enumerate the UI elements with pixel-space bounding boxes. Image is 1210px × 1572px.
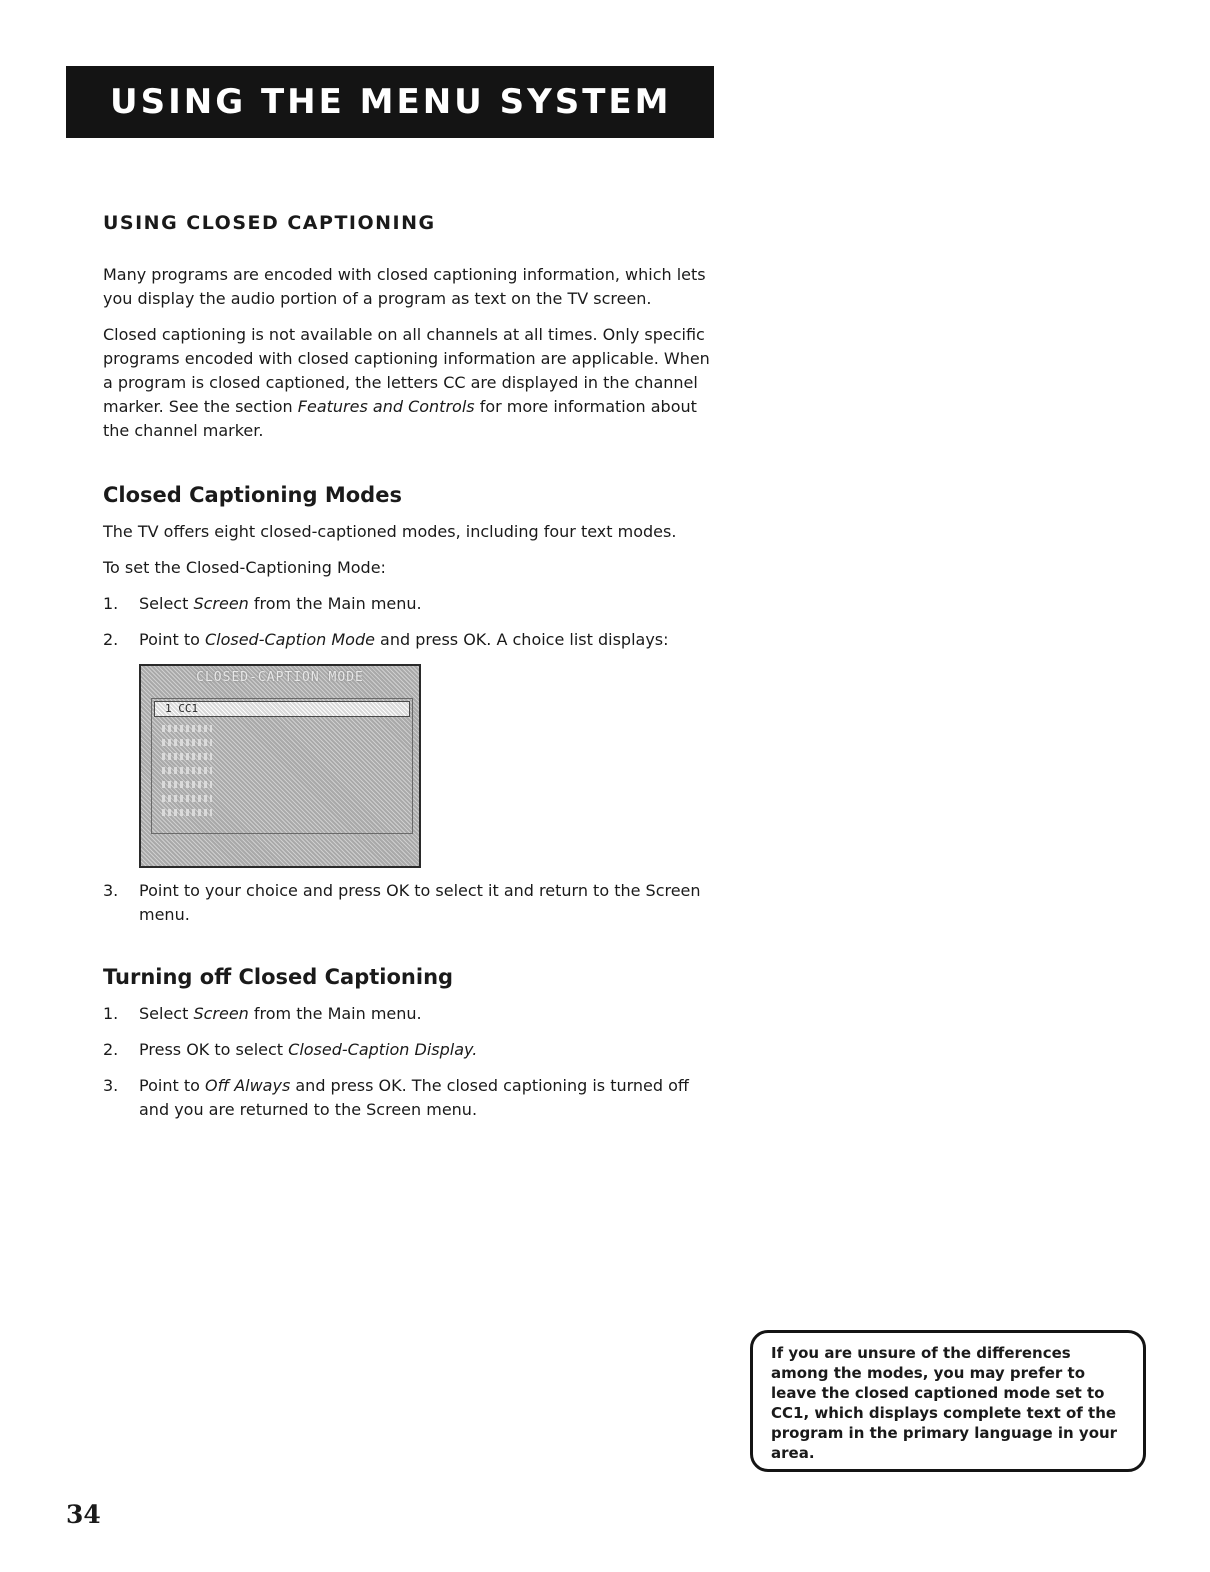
step-text-a: Point to: [139, 1076, 205, 1095]
step-menu-name: Closed-Caption Display.: [288, 1040, 478, 1059]
step-text: Point to your choice and press OK to select it and return to the Screen menu.: [139, 881, 701, 924]
screenshot-faded-item: [162, 739, 212, 746]
screenshot-faded-item: [162, 767, 212, 774]
step-text-b: from the Main menu.: [248, 594, 422, 613]
step-text-a: Select: [139, 1004, 194, 1023]
step-menu-name: Screen: [193, 594, 249, 613]
step-text: [139, 628, 715, 652]
off-step-3: [103, 1074, 715, 1122]
screenshot-faded-item: [162, 795, 212, 802]
step-menu-name: Off Always: [204, 1076, 291, 1095]
step-number: 3.: [103, 881, 119, 900]
intro-paragraph-2-text-a: Closed captioning is not available on all channels at all times. Only specific programs encoded with closed captioning information are applicable. When a program is closed captioned, the letters CC are displayed in the channel marker. See the section: [103, 325, 710, 416]
modes-heading: Closed Captioning Modes: [103, 483, 402, 507]
tip-callout: [750, 1330, 1146, 1472]
off-step-2: [103, 1038, 715, 1062]
screenshot-menu-title: CLOSED-CAPTION MODE: [196, 670, 364, 685]
step-text: [139, 1038, 715, 1062]
page-number: 34: [66, 1500, 101, 1529]
screenshot-faded-item: [162, 725, 212, 732]
modes-step-2: [103, 628, 715, 652]
turning-off-heading: Turning off Closed Captioning: [103, 965, 454, 989]
step-text-a: Select: [139, 594, 194, 613]
modes-instruction: To set the Closed-Captioning Mode:: [103, 558, 386, 577]
closed-caption-mode-screenshot: [139, 664, 421, 868]
step-menu-name: Closed-Caption Mode: [204, 630, 375, 649]
modes-description: The TV offers eight closed-captioned modes, including four text modes.: [103, 522, 677, 541]
features-and-controls-reference: Features and Controls: [297, 397, 475, 416]
step-number: 3.: [103, 1076, 119, 1095]
step-text-a: Press OK to select: [139, 1040, 289, 1059]
step-number: 1.: [103, 1004, 119, 1023]
intro-paragraph-2: [103, 323, 715, 443]
step-text-b: from the Main menu.: [248, 1004, 422, 1023]
screenshot-faded-item: [162, 809, 212, 816]
modes-step-3: [103, 879, 715, 927]
step-text-b: and press OK. A choice list displays:: [374, 630, 669, 649]
step-number: 2.: [103, 630, 119, 649]
modes-step-1: [103, 592, 715, 616]
off-step-1: [103, 1002, 715, 1026]
step-number: 1.: [103, 594, 119, 613]
intro-paragraph-1: Many programs are encoded with closed captioning information, which lets you display the audio portion of a program as text on the TV screen.: [103, 265, 706, 308]
step-text: [139, 1074, 715, 1122]
step-number: 2.: [103, 1040, 119, 1059]
step-text-a: Point to: [139, 630, 205, 649]
screenshot-choice-list: [151, 698, 413, 834]
step-menu-name: Screen: [193, 1004, 249, 1023]
step-text-b: and press OK. The closed captioning is turned off and you are returned to the Screen menu.: [139, 1076, 689, 1119]
section-title: USING CLOSED CAPTIONING: [103, 212, 436, 234]
screenshot-faded-item: [162, 753, 212, 760]
step-text: [139, 592, 715, 616]
step-text: [139, 1002, 715, 1026]
screenshot-selected-item: 1 CC1: [154, 701, 410, 717]
tip-text: If you are unsure of the differences among the modes, you may prefer to leave the closed captioned mode set to CC1, which displays complete text of the program in the primary language in your area.: [771, 1344, 1118, 1462]
intro-paragraph-2-text-b: for more information about the channel marker.: [103, 397, 697, 440]
chapter-banner: [66, 66, 714, 138]
chapter-title: USING THE MENU SYSTEM: [110, 82, 672, 122]
screenshot-faded-item: [162, 781, 212, 788]
